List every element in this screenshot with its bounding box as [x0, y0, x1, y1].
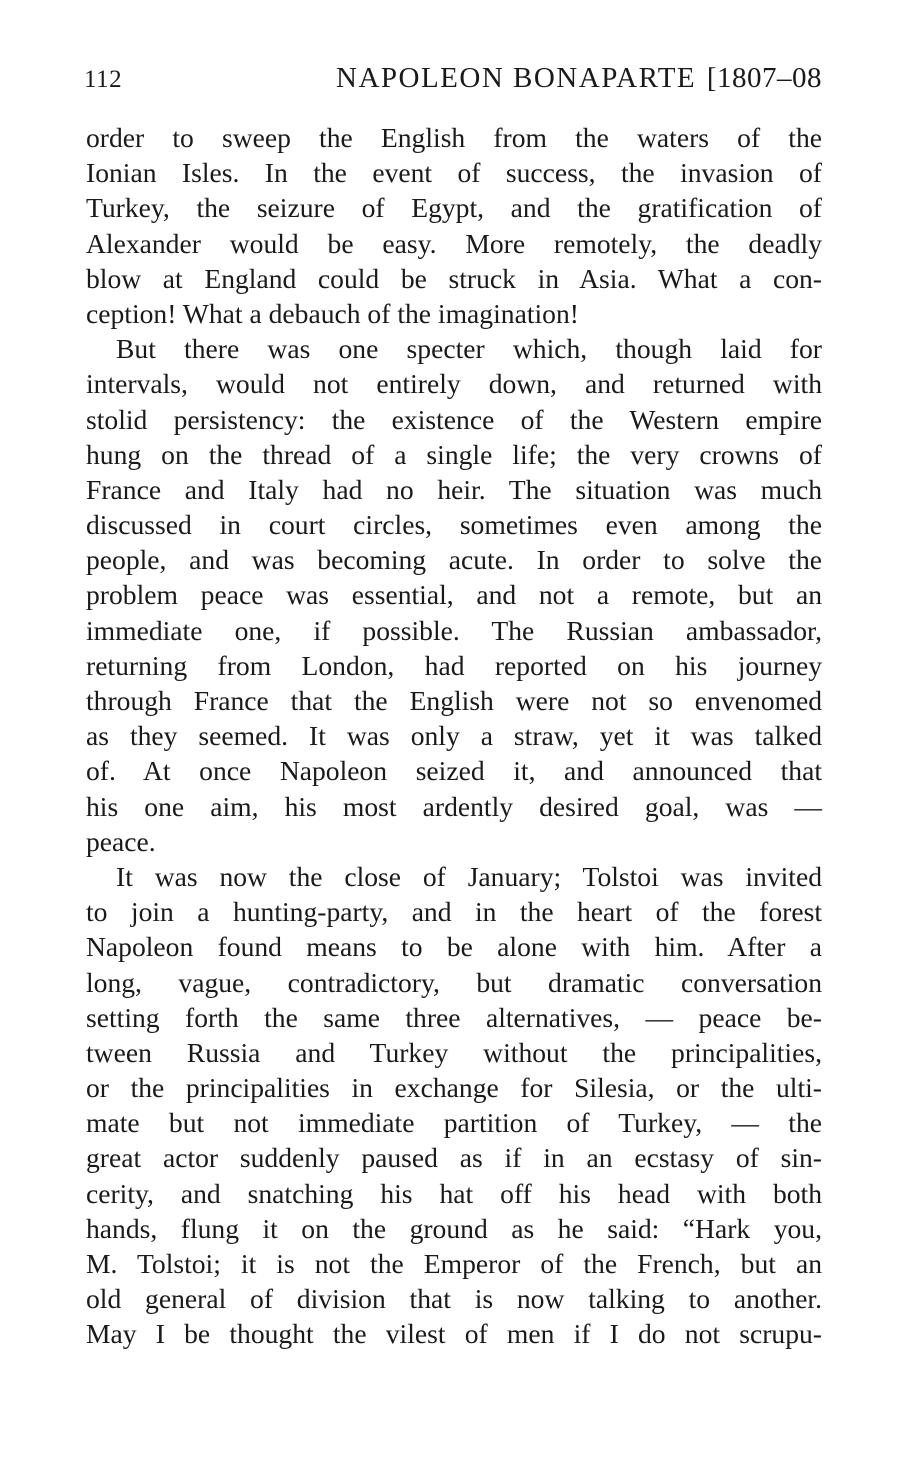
text-line: blow at England could be struck in Asia. What a con-: [86, 262, 822, 294]
paragraph-start-line: It was now the close of January; Tolstoi was invited: [116, 860, 822, 892]
text-line: setting forth the same three alternatives, — peace be-: [86, 1001, 822, 1033]
text-line: ception! What a debauch of the imagination!: [86, 297, 579, 329]
text-line: or the principalities in exchange for Silesia, or the ulti-: [86, 1072, 822, 1104]
text-line: hung on the thread of a single life; the very crowns of: [86, 438, 822, 470]
text-line: of. At once Napoleon seized it, and announced that: [86, 755, 822, 787]
text-line: France and Italy had no heir. The situation was much: [86, 473, 822, 505]
text-line: to join a hunting-party, and in the heart of the forest: [86, 896, 822, 928]
page-number: 112: [84, 66, 123, 93]
text-line: old general of division that is now talking to another.: [86, 1283, 822, 1315]
text-line: great actor suddenly paused as if in an ecstasy of sin-: [86, 1142, 822, 1174]
book-title: NAPOLEON BONAPARTE: [336, 62, 697, 94]
text-line: immediate one, if possible. The Russian ambassador,: [86, 614, 822, 646]
text-line: stolid persistency: the existence of the Western empire: [86, 403, 822, 435]
text-line: as they seemed. It was only a straw, yet it was talked: [86, 720, 822, 752]
text-line: long, vague, contradictory, but dramatic conversation: [86, 966, 822, 998]
text-line: May I be thought the vilest of men if I do not scrupu-: [86, 1318, 822, 1350]
text-line: Napoleon found means to be alone with him. After a: [86, 931, 822, 963]
text-line: his one aim, his most ardently desired goal, was —: [86, 790, 822, 822]
text-line: discussed in court circles, sometimes even among the: [86, 509, 822, 541]
text-line: Alexander would be easy. More remotely, the deadly: [86, 227, 822, 259]
running-head: [84, 58, 822, 98]
text-line: returning from London, had reported on his journey: [86, 649, 822, 681]
text-line: Ionian Isles. In the event of success, the invasion of: [86, 157, 822, 189]
body-text: [86, 120, 822, 1352]
text-line: through France that the English were not so envenomed: [86, 685, 822, 716]
text-line: hands, flung it on the ground as he said: “Hark you,: [86, 1212, 822, 1244]
text-line: problem peace was essential, and not a remote, but an: [86, 579, 822, 611]
text-line: order to sweep the English from the waters of the: [86, 122, 822, 153]
text-line: cerity, and snatching his hat off his head with both: [86, 1177, 822, 1209]
text-line: M. Tolstoi; it is not the Emperor of the French, but an: [86, 1248, 822, 1279]
text-line: mate but not immediate partition of Turkey, — the: [86, 1107, 822, 1139]
text-line: tween Russia and Turkey without the principalities,: [86, 1036, 822, 1068]
text-line: intervals, would not entirely down, and returned with: [86, 368, 822, 400]
text-line: peace.: [86, 825, 156, 857]
date-range: [1807–08: [706, 62, 822, 94]
text-line: people, and was becoming acute. In order to solve the: [86, 544, 822, 576]
text-line: Turkey, the seizure of Egypt, and the gratification of: [86, 192, 822, 224]
paragraph-start-line: But there was one specter which, though laid for: [116, 333, 822, 365]
